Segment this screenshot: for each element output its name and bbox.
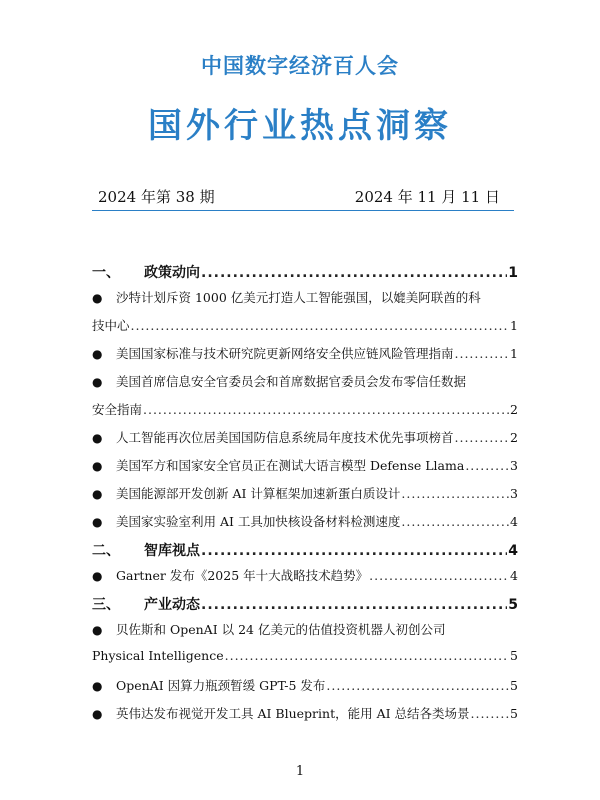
page-ref: 5	[510, 648, 518, 663]
bullet-icon: ●	[92, 347, 103, 361]
page-ref: 5	[508, 597, 518, 613]
bullet-icon: ●	[92, 375, 103, 389]
bullet-icon: ●	[92, 515, 103, 529]
toc-item[interactable]	[92, 566, 518, 594]
toc-item[interactable]	[92, 456, 518, 484]
dot-leader	[201, 597, 507, 613]
dot-leader	[369, 568, 509, 583]
toc-item-text: 美国家实验室利用 AI 工具加快核设备材料检测速度	[116, 514, 401, 529]
toc-item-text: 美国军方和国家安全官员正在测试大语言模型 Defense Llama	[116, 458, 465, 473]
toc-item[interactable]	[92, 676, 518, 704]
publication-title: 国外行业热点洞察	[148, 106, 452, 146]
toc-section-thinktank[interactable]	[92, 540, 518, 566]
toc-section-policy[interactable]	[92, 262, 518, 288]
toc-item-text: 人工智能再次位居美国国防信息系统局年度技术优先事项榜首	[116, 430, 454, 445]
bullet-icon: ●	[92, 623, 103, 637]
toc-item[interactable]	[92, 620, 518, 676]
bullet-icon: ●	[92, 487, 103, 501]
table-of-contents	[92, 262, 518, 732]
bullet-icon: ●	[92, 569, 103, 583]
dot-leader	[455, 430, 510, 445]
toc-item-text: 英伟达发布视觉开发工具 AI Blueprint，能用 AI 总结各类场景	[116, 706, 470, 721]
dot-leader	[225, 648, 509, 663]
toc-item-line	[92, 316, 518, 344]
toc-item[interactable]	[92, 484, 518, 512]
section-number: 一、	[92, 265, 120, 281]
dot-leader	[465, 458, 509, 473]
dot-leader	[201, 543, 507, 559]
toc-item-text: OpenAI 因算力瓶颈暂缓 GPT-5 发布	[116, 678, 326, 693]
dot-leader	[326, 678, 509, 693]
page-ref: 1	[508, 265, 518, 281]
bullet-icon: ●	[92, 291, 103, 305]
bullet-icon: ●	[92, 679, 103, 693]
toc-item-line	[92, 648, 518, 676]
page-ref: 5	[510, 706, 518, 721]
toc-item-line	[92, 620, 518, 648]
toc-item-line	[92, 372, 518, 400]
toc-item-text: Gartner 发布《2025 年十大战略技术趋势》	[116, 568, 369, 583]
dot-leader	[401, 486, 509, 501]
section-title: 智库视点	[144, 543, 200, 559]
organization-name: 中国数字经济百人会	[201, 54, 399, 78]
bullet-icon: ●	[92, 459, 103, 473]
page-ref: 3	[510, 486, 518, 501]
toc-item-text: Physical Intelligence	[92, 648, 224, 663]
toc-item[interactable]	[92, 344, 518, 372]
section-title: 政策动向	[144, 265, 200, 281]
toc-item-text: 沙特计划斥资 1000 亿美元打造人工智能强国，以媲美阿联酋的科	[116, 290, 481, 305]
bullet-icon: ●	[92, 431, 103, 445]
toc-item-line	[92, 400, 518, 428]
toc-item-text: 美国国家标准与技术研究院更新网络安全供应链风险管理指南	[116, 346, 454, 361]
toc-item-text: 美国首席信息安全官委员会和首席数据官委员会发布零信任数据	[116, 374, 467, 389]
toc-item-text: 技中心	[92, 318, 130, 333]
header-divider	[92, 210, 514, 211]
dot-leader	[401, 514, 509, 529]
page-ref: 4	[510, 514, 518, 529]
toc-item[interactable]	[92, 704, 518, 732]
page-ref: 2	[510, 402, 518, 417]
page-ref: 2	[510, 430, 518, 445]
page-ref: 1	[510, 346, 518, 361]
issue-number: 2024 年第 38 期	[98, 188, 215, 206]
toc-item-text: 贝佐斯和 OpenAI 以 24 亿美元的估值投资机器人初创公司	[116, 622, 446, 637]
dot-leader	[143, 402, 509, 417]
section-number: 二、	[92, 543, 120, 559]
toc-item[interactable]	[92, 428, 518, 456]
section-title: 产业动态	[144, 597, 200, 613]
dot-leader	[201, 265, 507, 281]
page-ref: 4	[510, 568, 518, 583]
page-ref: 5	[510, 678, 518, 693]
dot-leader	[131, 318, 510, 333]
page-ref: 4	[508, 543, 518, 559]
toc-item[interactable]	[92, 372, 518, 428]
toc-item-text: 安全指南	[92, 402, 143, 417]
issue-date: 2024 年 11 月 11 日	[354, 188, 500, 206]
toc-section-industry[interactable]	[92, 594, 518, 620]
dot-leader	[455, 346, 510, 361]
toc-item-text: 美国能源部开发创新 AI 计算框架加速新蛋白质设计	[116, 486, 401, 501]
toc-item-line	[92, 288, 518, 316]
page-ref: 3	[510, 458, 518, 473]
toc-item[interactable]	[92, 512, 518, 540]
page-number: 1	[295, 764, 305, 779]
page-ref: 1	[510, 318, 518, 333]
dot-leader	[471, 706, 510, 721]
bullet-icon: ●	[92, 707, 103, 721]
toc-item[interactable]	[92, 288, 518, 344]
section-number: 三、	[92, 597, 120, 613]
